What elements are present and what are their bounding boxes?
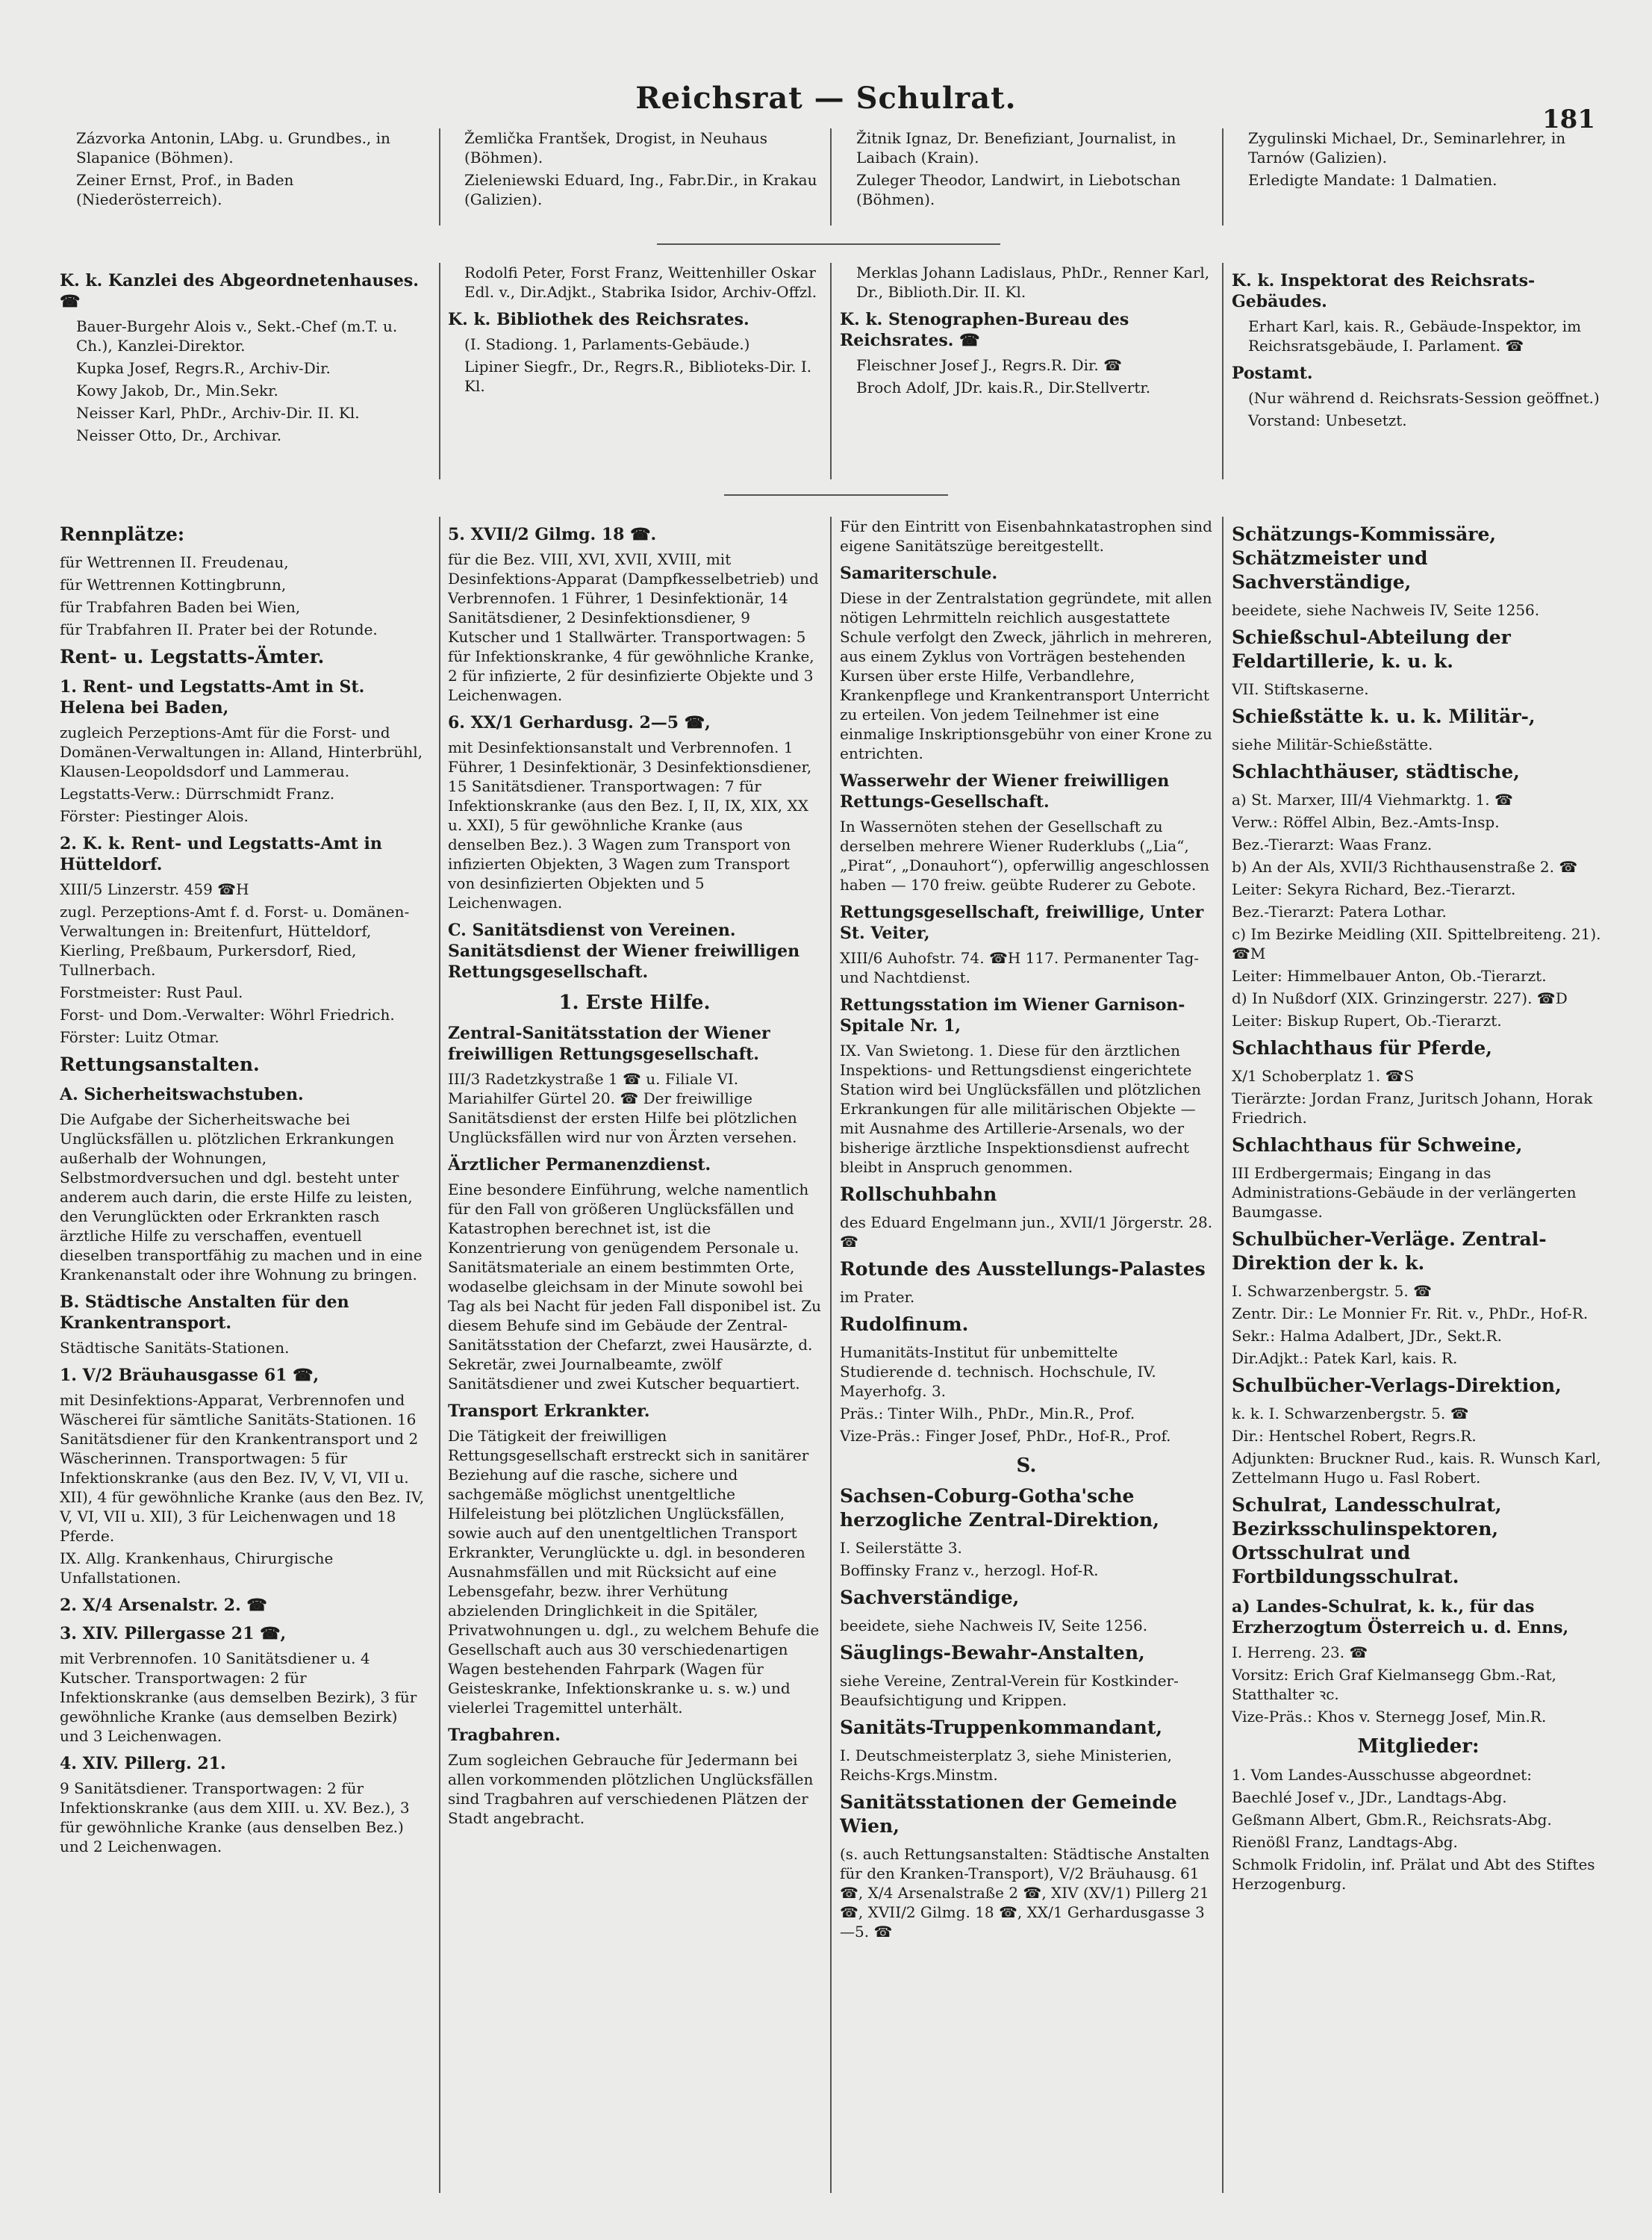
entry-text: Fleischner Josef J., Regrs.R. Dir. ☎ xyxy=(856,356,1123,374)
section-heading: 1. V/2 Bräuhausgasse 61 ☎, xyxy=(60,1366,320,1385)
section-heading: Zentral-Sanitätsstation der Wiener freiwilligen Rettungsgesellschaft. xyxy=(448,1024,770,1064)
section-heading: Wasserwehr der Wiener freiwilligen Rettungs-Gesellschaft. xyxy=(840,771,1170,812)
section-heading: C. Sanitätsdienst von Vereinen. Sanitätsdienst der Wiener freiwilligen Rettungsgesellschaft. xyxy=(448,921,800,982)
entry-text: (s. auch Rettungsanstalten: Städtische Anstalten für den Kranken-Transport), V/2 Bräuhausg. 61 ☎, X/4 Arsenalstraße 2 ☎, XIV (XV/1) Pillerg 21 ☎, XVII/2 Gilmg. 18 ☎, XX/1 Gerhardusgasse 3—5. ☎ xyxy=(840,1845,1210,1941)
section-heading: a) Landes-Schulrat, k. k., für das Erzherzogtum Österreich u. d. Enns, xyxy=(1232,1597,1569,1637)
entry-text: IX. Van Swietong. 1. Diese für den ärztlichen Inspektions- und Rettungsdienst eingerichtete Station wird bei Unglücksfällen und plötzlichen Erkrankungen für alle militärischen Objekte — mit Ausnahme des Artillerie-Arsenals, wo der bisherige ärztliche Inspektionsdienst aufrecht bleibt in Anspruch genommen. xyxy=(840,1042,1201,1176)
entry-text: zugleich Perzeptions-Amt für die Forst- und Domänen-Verwaltungen in: Alland, Hinterbrühl, Klausen-Leopoldsdorf und Lammerau. xyxy=(60,724,423,780)
entry-text: Vorsitz: Erich Graf Kielmansegg Gbm.-Rat, Statthalter ꝛc. xyxy=(1232,1666,1556,1703)
entry-text: Zázvorka Antonin, LAbg. u. Grundbes., in Slapanice (Böhmen). xyxy=(76,129,390,167)
office-column-1 xyxy=(60,263,429,448)
entry-list xyxy=(448,263,821,302)
entry-text: Die Tätigkeit der freiwilligen Rettungsgesellschaft erstreckt sich in sanitärer Beziehung auf die rasche, sichere und sachgemäße möglichst unentgeltliche Hilfeleistung bei plötzlichen Unglücksfällen, sowie auch auf den unentgeltlichen Transport Erkrankter, Verunglückte u. dgl. in besonderen Ausnahmsfällen und mit Rücksicht auf eine Lebensgefahr, bezw. ihrer Verhütung abzielenden Dringlichkeit in die Spitäler, Privatwohnungen u. dgl., zu welchem Behufe die Gesellschaft auch aus 30 verschiedenartigen Wagen bestehenden Fahrpark (Wagen für Geisteskranke, Infektionskranke u. s. w.) und vielerlei Tragemittel unterhält. xyxy=(448,1427,820,1717)
entry-text: Forstmeister: Rust Paul. xyxy=(60,983,243,1001)
column-rule xyxy=(439,128,440,225)
running-head: Reichsrat — Schulrat. xyxy=(635,81,1017,116)
entry-text: Diese in der Zentralstation gegründete, mit allen nötigen Lehrmitteln reichlich ausgestattete Schule verfolgt den Zweck, jährlich in mehreren, aus einem Zyklus von Vorträgen bestehenden Kursen über erste Hilfe, Verbandlehre, Krankenpflege und Krankentransport Unterricht zu erteilen. Von jedem Teilnehmer ist eine einmalige Inskriptionsgebühr von einer Krone zu entrichten. xyxy=(840,589,1212,762)
main-column-4 xyxy=(1232,517,1605,2197)
main-columns xyxy=(60,517,1605,2197)
entry-text: Adjunkten: Bruckner Rud., kais. R. Wunsch Karl, Zettelmann Hugo u. Fasl Robert. xyxy=(1232,1449,1601,1487)
section-heading: Ärztlicher Permanenzdienst. xyxy=(448,1155,711,1175)
top-column-3 xyxy=(840,128,1213,212)
entry-text: 9 Sanitätsdiener. Transportwagen: 2 für Infektionskranke (aus dem XIII. u. XV. Bez.), 3 für gewöhnliche Kranke (aus denselben Bez.) und 2 Leichenwagen. xyxy=(60,1779,410,1855)
section-heading: Samariterschule. xyxy=(840,564,998,583)
entry-text: b) An der Als, XVII/3 Richthausenstraße 2. ☎ xyxy=(1232,858,1578,876)
section-heading: Rollschuhbahn xyxy=(840,1183,997,1205)
entry-text: Zieleniewski Eduard, Ing., Fabr.Dir., in Krakau (Galizien). xyxy=(464,171,817,208)
column-rule xyxy=(439,517,440,2193)
section-heading: Tragbahren. xyxy=(448,1726,561,1745)
entry-text: siehe Militär-Schießstätte. xyxy=(1232,735,1433,753)
entry-text: für Wettrennen II. Freudenau, xyxy=(60,553,289,571)
entry-text: a) St. Marxer, III/4 Viehmarktg. 1. ☎ xyxy=(1232,791,1513,809)
entry-text: Žemlička Frantšek, Drogist, in Neuhaus (Böhmen). xyxy=(464,129,767,167)
entry-list xyxy=(1232,317,1605,355)
entry-text: c) Im Bezirke Meidling (XII. Spittelbreiteng. 21). ☎M xyxy=(1232,925,1601,962)
entry-list xyxy=(840,263,1213,302)
entry-text: I. Herreng. 23. ☎ xyxy=(1232,1643,1368,1661)
section-heading: 2. X/4 Arsenalstr. 2. ☎ xyxy=(60,1596,267,1615)
entry-text: Zeiner Ernst, Prof., in Baden (Niederösterreich). xyxy=(76,171,294,208)
top-column-1 xyxy=(60,128,429,212)
entry-text: Sekr.: Halma Adalbert, JDr., Sekt.R. xyxy=(1232,1327,1502,1345)
entry-text: Schmolk Fridolin, inf. Prälat und Abt des Stiftes Herzogenburg. xyxy=(1232,1855,1595,1893)
entry-text: Die Aufgabe der Sicherheitswache bei Unglücksfällen u. plötzlichen Erkrankungen außerhalb der Wohnungen, Selbstmordversuchen und dgl. besteht unter anderem auch darin, die erste Hilfe zu leisten, den Verunglückten oder Erkrankten rasch ärztliche Hilfe zu verschaffen, eventuell dieselben transportfähig zu machen und in eine Krankenanstalt oder ihre Wohnung zu bringen. xyxy=(60,1110,423,1284)
entry-text: Broch Adolf, JDr. kais.R., Dir.Stellvertr. xyxy=(856,379,1151,396)
entry-text: X/1 Schoberplatz 1. ☎S xyxy=(1232,1067,1415,1085)
entry-text: Kupka Josef, Regrs.R., Archiv-Dir. xyxy=(76,359,331,377)
entry-text: I. Seilerstätte 3. xyxy=(840,1539,962,1557)
entry-text: (I. Stadiong. 1, Parlaments-Gebäude.) xyxy=(464,335,750,353)
entry-text: Für den Eintritt von Eisenbahnkatastrophen sind eigene Sanitätszüge bereitgestellt. xyxy=(840,517,1212,555)
entry-text: Vorstand: Unbesetzt. xyxy=(1248,411,1407,429)
entry-text: mit Desinfektions-Apparat, Verbrennofen und Wäscherei für sämtliche Sanitäts-Stationen. 16 Sanitätsdiener für den Krankentransport und 2 Wäscherinnen. Transportwagen: 5 für Infektionskranke (aus den Bez. IV, V, VI, VII u. XII), 4 für gewöhnliche Kranke (aus den Bez. IV, V, VI, VII u. XII), 3 für Leichenwagen und 18 Pferde. xyxy=(60,1391,425,1545)
offices-band xyxy=(60,263,1605,487)
entry-text: Leiter: Himmelbauer Anton, Ob.-Tierarzt. xyxy=(1232,967,1547,985)
section-heading: Sanitäts-Truppenkommandant, xyxy=(840,1717,1163,1738)
entry-text: III/3 Radetzkystraße 1 ☎ u. Filiale VI. Mariahilfer Gürtel 20. ☎ Der freiwillige Sanitätsdienst der ersten Hilfe bei plötzlichen Unglücksfällen wird nur von Ärzten versehen. xyxy=(448,1070,797,1146)
entry-text: Boffinsky Franz v., herzogl. Hof-R. xyxy=(840,1561,1099,1579)
section-heading: 1. Erste Hilfe. xyxy=(558,992,711,1014)
column-rule xyxy=(830,128,832,225)
entry-text: Neisser Otto, Dr., Archivar. xyxy=(76,426,282,444)
section-heading: Schlachthäuser, städtische, xyxy=(1232,761,1520,783)
section-heading: Rettungsgesellschaft, freiwillige, Unter St. Veiter, xyxy=(840,903,1204,943)
page-number: 181 xyxy=(1542,105,1595,134)
office-column-4 xyxy=(1232,263,1605,433)
section-heading: Transport Erkrankter. xyxy=(448,1401,650,1421)
entry-text: Förster: Luitz Otmar. xyxy=(60,1028,219,1046)
entry-text: IX. Allg. Krankenhaus, Chirurgische Unfallstationen. xyxy=(60,1549,334,1587)
entry-text: Lipiner Siegfr., Dr., Regrs.R., Biblioteks-Dir. I. Kl. xyxy=(464,358,812,395)
entry-text: Merklas Johann Ladislaus, PhDr., Renner Karl, Dr., Biblioth.Dir. II. Kl. xyxy=(856,264,1210,301)
entry-text: zugl. Perzeptions-Amt f. d. Forst- u. Domänen-Verwaltungen in: Breitenfurt, Hütteldorf, Kierling, Preßbaum, Purkersdorf, Ried, Tullnerbach. xyxy=(60,903,410,979)
entry-text: XIII/5 Linzerstr. 459 ☎H xyxy=(60,880,249,898)
entry-text: Rodolfi Peter, Forst Franz, Weittenhiller Oskar Edl. v., Dir.Adjkt., Stabrika Isidor, Archiv-Offzl. xyxy=(464,264,817,301)
section-heading: K. k. Bibliothek des Reichsrates. xyxy=(448,310,749,329)
entry-list xyxy=(448,335,821,396)
section-heading: 4. XIV. Pillerg. 21. xyxy=(60,1754,226,1773)
section-heading: B. Städtische Anstalten für den Krankentransport. xyxy=(60,1292,349,1333)
entry-text: für Wettrennen Kottingbrunn, xyxy=(60,576,287,594)
section-heading: Rettungsanstalten. xyxy=(60,1054,260,1075)
column-rule xyxy=(1222,517,1224,2193)
entry-text: für die Bez. VIII, XVI, XVII, XVIII, mit Desinfektions-Apparat (Dampfkesselbetrieb) und Verbrennofen. 1 Führer, 1 Desinfektionär, 14 Sanitätsdiener, 2 Desinfektionsdiener, 9 Kutscher und 1 Stallwärter. Transportwagen: 5 für Infektionskranke, 4 für gewöhnliche Kranke, 2 für infizierte, 2 für desinfizierte Objekte und 3 Leichenwagen. xyxy=(448,550,819,704)
section-heading: Sachverständige, xyxy=(840,1587,1020,1608)
entry-text: Bez.-Tierarzt: Patera Lothar. xyxy=(1232,903,1447,921)
section-heading: 3. XIV. Pillergasse 21 ☎, xyxy=(60,1624,287,1643)
entry-text: Leiter: Biskup Rupert, Ob.-Tierarzt. xyxy=(1232,1012,1502,1030)
section-heading: 1. Rent- und Legstatts-Amt in St. Helena bei Baden, xyxy=(60,677,365,718)
entry-text: für Trabfahren Baden bei Wien, xyxy=(60,598,301,616)
column-rule xyxy=(439,263,440,479)
section-heading: Schulbücher-Verläge. Zentral-Direktion der k. k. xyxy=(1232,1228,1547,1274)
entry-text: siehe Vereine, Zentral-Verein für Kostkinder-Beaufsichtigung und Krippen. xyxy=(840,1672,1179,1709)
entry-text: Forst- und Dom.-Verwalter: Wöhrl Friedrich. xyxy=(60,1006,395,1024)
main-column-2 xyxy=(448,517,821,2197)
entry-text: Präs.: Tinter Wilh., PhDr., Min.R., Prof. xyxy=(840,1404,1135,1422)
section-heading: Sachsen-Coburg-Gotha'sche herzogliche Zentral-Direktion, xyxy=(840,1485,1159,1531)
entry-text: mit Desinfektionsanstalt und Verbrennofen. 1 Führer, 1 Desinfektionär, 3 Desinfektionsdiener, 15 Sanitätsdiener. Transportwagen: 7 für Infektionskranke (aus den Bez. I, II, IX, XIX, XX u. XXI), 5 für gewöhnliche Kranke (aus denselben Bez.). 3 Wagen zum Transport von infizierten Objekten, 3 Wagen zum Transport von desinfizierten Objekten und 5 Leichenwagen. xyxy=(448,738,812,912)
entry-text: VII. Stiftskaserne. xyxy=(1232,680,1369,698)
entry-text: Zuleger Theodor, Landwirt, in Liebotschan (Böhmen). xyxy=(856,171,1181,208)
entry-text: im Prater. xyxy=(840,1288,915,1306)
section-heading: Schießstätte k. u. k. Militär-, xyxy=(1232,706,1536,727)
section-heading: Rent- u. Legstatts-Ämter. xyxy=(60,646,325,668)
entry-text: Eine besondere Einführung, welche namentlich für den Fall von größeren Unglücksfällen und Katastrophen berechnet ist, ist die Konzentrierung von genügendem Personale u. Sanitätsmateriale an einem bestimmten Orte, wodaselbe gleichsam in der Minute sowohl bei Tag als bei Nacht für jeden Fall disponibel ist. Zu diesem Behufe sind im Gebäude der Zentral-Sanitätsstation der Chefarzt, zwei Hausärzte, d. Sekretär, zwei Journalbeamte, zwölf Sanitätsdiener und zwei Kutscher bequartiert. xyxy=(448,1180,821,1393)
entry-text: Neisser Karl, PhDr., Archiv-Dir. II. Kl. xyxy=(76,404,360,422)
entry-text: k. k. I. Schwarzenbergstr. 5. ☎ xyxy=(1232,1404,1469,1422)
entry-text: d) In Nußdorf (XIX. Grinzingerstr. 227). ☎D xyxy=(1232,989,1568,1007)
column-rule xyxy=(1222,128,1224,225)
entry-text: Baechlé Josef v., JDr., Landtags-Abg. xyxy=(1232,1788,1507,1806)
section-heading: K. k. Kanzlei des Abgeordnetenhauses. ☎ xyxy=(60,271,419,311)
entry-text: Legstatts-Verw.: Dürrschmidt Franz. xyxy=(60,785,335,803)
entry-text: In Wassernöten stehen der Gesellschaft zu derselben mehrere Wiener Ruderklubs („Lia“, „Pirat“, „Donauhort“), opferwillig angeschlossen haben — 170 freiw. geübte Ruderer zu Gebote. xyxy=(840,818,1210,894)
column-rule xyxy=(1222,263,1224,479)
entry-text: Erhart Karl, kais. R., Gebäude-Inspektor, im Reichsratsgebäude, I. Parlament. ☎ xyxy=(1248,317,1582,355)
entry-text: Vize-Präs.: Finger Josef, PhDr., Hof-R., Prof. xyxy=(840,1427,1171,1445)
entry-text: Rienößl Franz, Landtags-Abg. xyxy=(1232,1833,1458,1851)
entry-text: (Nur während d. Reichsrats-Session geöffnet.) xyxy=(1248,389,1600,407)
entry-text: III Erdbergermais; Eingang in das Administrations-Gebäude in der verlängerten Baumgasse. xyxy=(1232,1164,1577,1221)
entry-text: XIII/6 Auhofstr. 74. ☎H 117. Permanenter Tag- und Nachtdienst. xyxy=(840,949,1200,986)
office-column-2 xyxy=(448,263,821,399)
entry-text: für Trabfahren II. Prater bei der Rotunde. xyxy=(60,620,378,638)
section-heading: Rennplätze: xyxy=(60,523,185,545)
entry-list xyxy=(1232,388,1605,430)
entry-text: Dir.: Hentschel Robert, Regrs.R. xyxy=(1232,1427,1477,1445)
section-heading: Schlachthaus für Schweine, xyxy=(1232,1134,1523,1156)
entry-text: Dir.Adjkt.: Patek Karl, kais. R. xyxy=(1232,1349,1458,1367)
section-heading: A. Sicherheitswachstuben. xyxy=(60,1085,304,1104)
section-heading: Mitglieder: xyxy=(1357,1735,1480,1758)
entry-text: Vize-Präs.: Khos v. Sternegg Josef, Min.R. xyxy=(1232,1708,1547,1726)
entry-text: Förster: Piestinger Alois. xyxy=(60,807,249,825)
entry-text: 1. Vom Landes-Ausschusse abgeordnet: xyxy=(1232,1766,1532,1784)
section-heading: Schulrat, Landesschulrat, Bezirksschulinspektoren, Ortsschulrat und Fortbildungsschulrat. xyxy=(1232,1494,1502,1587)
entry-text: Zentr. Dir.: Le Monnier Fr. Rit. v., PhDr., Hof-R. xyxy=(1232,1304,1589,1322)
section-heading: K. k. Inspektorat des Reichsrats-Gebäudes. xyxy=(1232,271,1536,311)
entry-text: Leiter: Sekyra Richard, Bez.-Tierarzt. xyxy=(1232,880,1516,898)
entry-text: beeidete, siehe Nachweis IV, Seite 1256. xyxy=(1232,601,1540,619)
section-heading: Schulbücher-Verlags-Direktion, xyxy=(1232,1375,1562,1396)
office-column-3 xyxy=(840,263,1213,400)
entry-text: Städtische Sanitäts-Stationen. xyxy=(60,1339,290,1357)
section-heading: Schlachthaus für Pferde, xyxy=(1232,1037,1492,1059)
entry-text: Zum sogleichen Gebrauche für Jedermann bei allen vorkommenden plötzlichen Unglücksfällen sind Tragbahren auf verschiedenen Plätzen der Stadt angebracht. xyxy=(448,1751,814,1827)
entry-text: Verw.: Röffel Albin, Bez.-Amts-Insp. xyxy=(1232,813,1500,831)
main-column-3 xyxy=(840,517,1213,2197)
entry-text: I. Schwarzenbergstr. 5. ☎ xyxy=(1232,1282,1432,1300)
main-column-1 xyxy=(60,517,429,2197)
section-heading: 2. K. k. Rent- und Legstatts-Amt in Hütteldorf. xyxy=(60,834,382,874)
entry-text: Bez.-Tierarzt: Waas Franz. xyxy=(1232,836,1433,853)
entry-text: Humanitäts-Institut für unbemittelte Studierende d. technisch. Hochschule, IV. Mayerhofg. 3. xyxy=(840,1343,1156,1400)
section-heading: K. k. Stenographen-Bureau des Reichsrates. ☎ xyxy=(840,310,1129,350)
top-band xyxy=(60,128,1605,240)
section-heading: Schätzungs-Kommissäre, Schätzmeister und Sachverständige, xyxy=(1232,523,1497,593)
section-heading: Sanitätsstationen der Gemeinde Wien, xyxy=(840,1791,1177,1837)
entry-text: Geßmann Albert, Gbm.R., Reichsrats-Abg. xyxy=(1232,1811,1552,1829)
section-rule xyxy=(657,243,1000,245)
column-rule xyxy=(830,263,832,479)
entry-list xyxy=(60,317,429,445)
section-heading: 5. XVII/2 Gilmg. 18 ☎. xyxy=(448,525,657,544)
entry-text: Žitnik Ignaz, Dr. Benefiziant, Journalist, in Laibach (Krain). xyxy=(856,129,1176,167)
section-heading: S. xyxy=(1016,1455,1037,1477)
entry-text: Bauer-Burgehr Alois v., Sekt.-Chef (m.T. u. Ch.), Kanzlei-Direktor. xyxy=(76,317,398,355)
entry-list xyxy=(840,355,1213,397)
section-heading: 6. XX/1 Gerhardusg. 2—5 ☎, xyxy=(448,713,711,732)
entry-text: des Eduard Engelmann jun., XVII/1 Jörgerstr. 28. ☎ xyxy=(840,1213,1213,1251)
top-column-2 xyxy=(448,128,821,212)
entry-text: Zygulinski Michael, Dr., Seminarlehrer, in Tarnów (Galizien). xyxy=(1248,129,1566,167)
entry-text: Tierärzte: Jordan Franz, Juritsch Johann, Horak Friedrich. xyxy=(1232,1089,1593,1127)
entry-text: beeidete, siehe Nachweis IV, Seite 1256. xyxy=(840,1617,1148,1634)
section-rule xyxy=(724,494,948,496)
entry-text: I. Deutschmeisterplatz 3, siehe Ministerien, Reichs-Krgs.Minstm. xyxy=(840,1746,1173,1784)
entry-text: Kowy Jakob, Dr., Min.Sekr. xyxy=(76,382,278,399)
entry-text: Erledigte Mandate: 1 Dalmatien. xyxy=(1248,171,1497,189)
entry-text: mit Verbrennofen. 10 Sanitätsdiener u. 4 Kutscher. Transportwagen: 2 für Infektionskranke (aus demselben Bezirk), 3 für gewöhnliche Kranke (aus demselben Bezirk) und 3 Leichenwagen. xyxy=(60,1649,417,1745)
section-heading: Rotunde des Ausstellungs-Palastes xyxy=(840,1258,1206,1280)
section-heading: Säuglings-Bewahr-Anstalten, xyxy=(840,1642,1145,1664)
section-heading: Postamt. xyxy=(1232,364,1313,383)
section-heading: Rettungsstation im Wiener Garnison-Spitale Nr. 1, xyxy=(840,995,1185,1036)
section-heading: Schießschul-Abteilung der Feldartillerie, k. u. k. xyxy=(1232,626,1511,672)
top-column-4 xyxy=(1232,128,1605,193)
column-rule xyxy=(830,517,832,2193)
section-heading: Rudolfinum. xyxy=(840,1313,969,1335)
